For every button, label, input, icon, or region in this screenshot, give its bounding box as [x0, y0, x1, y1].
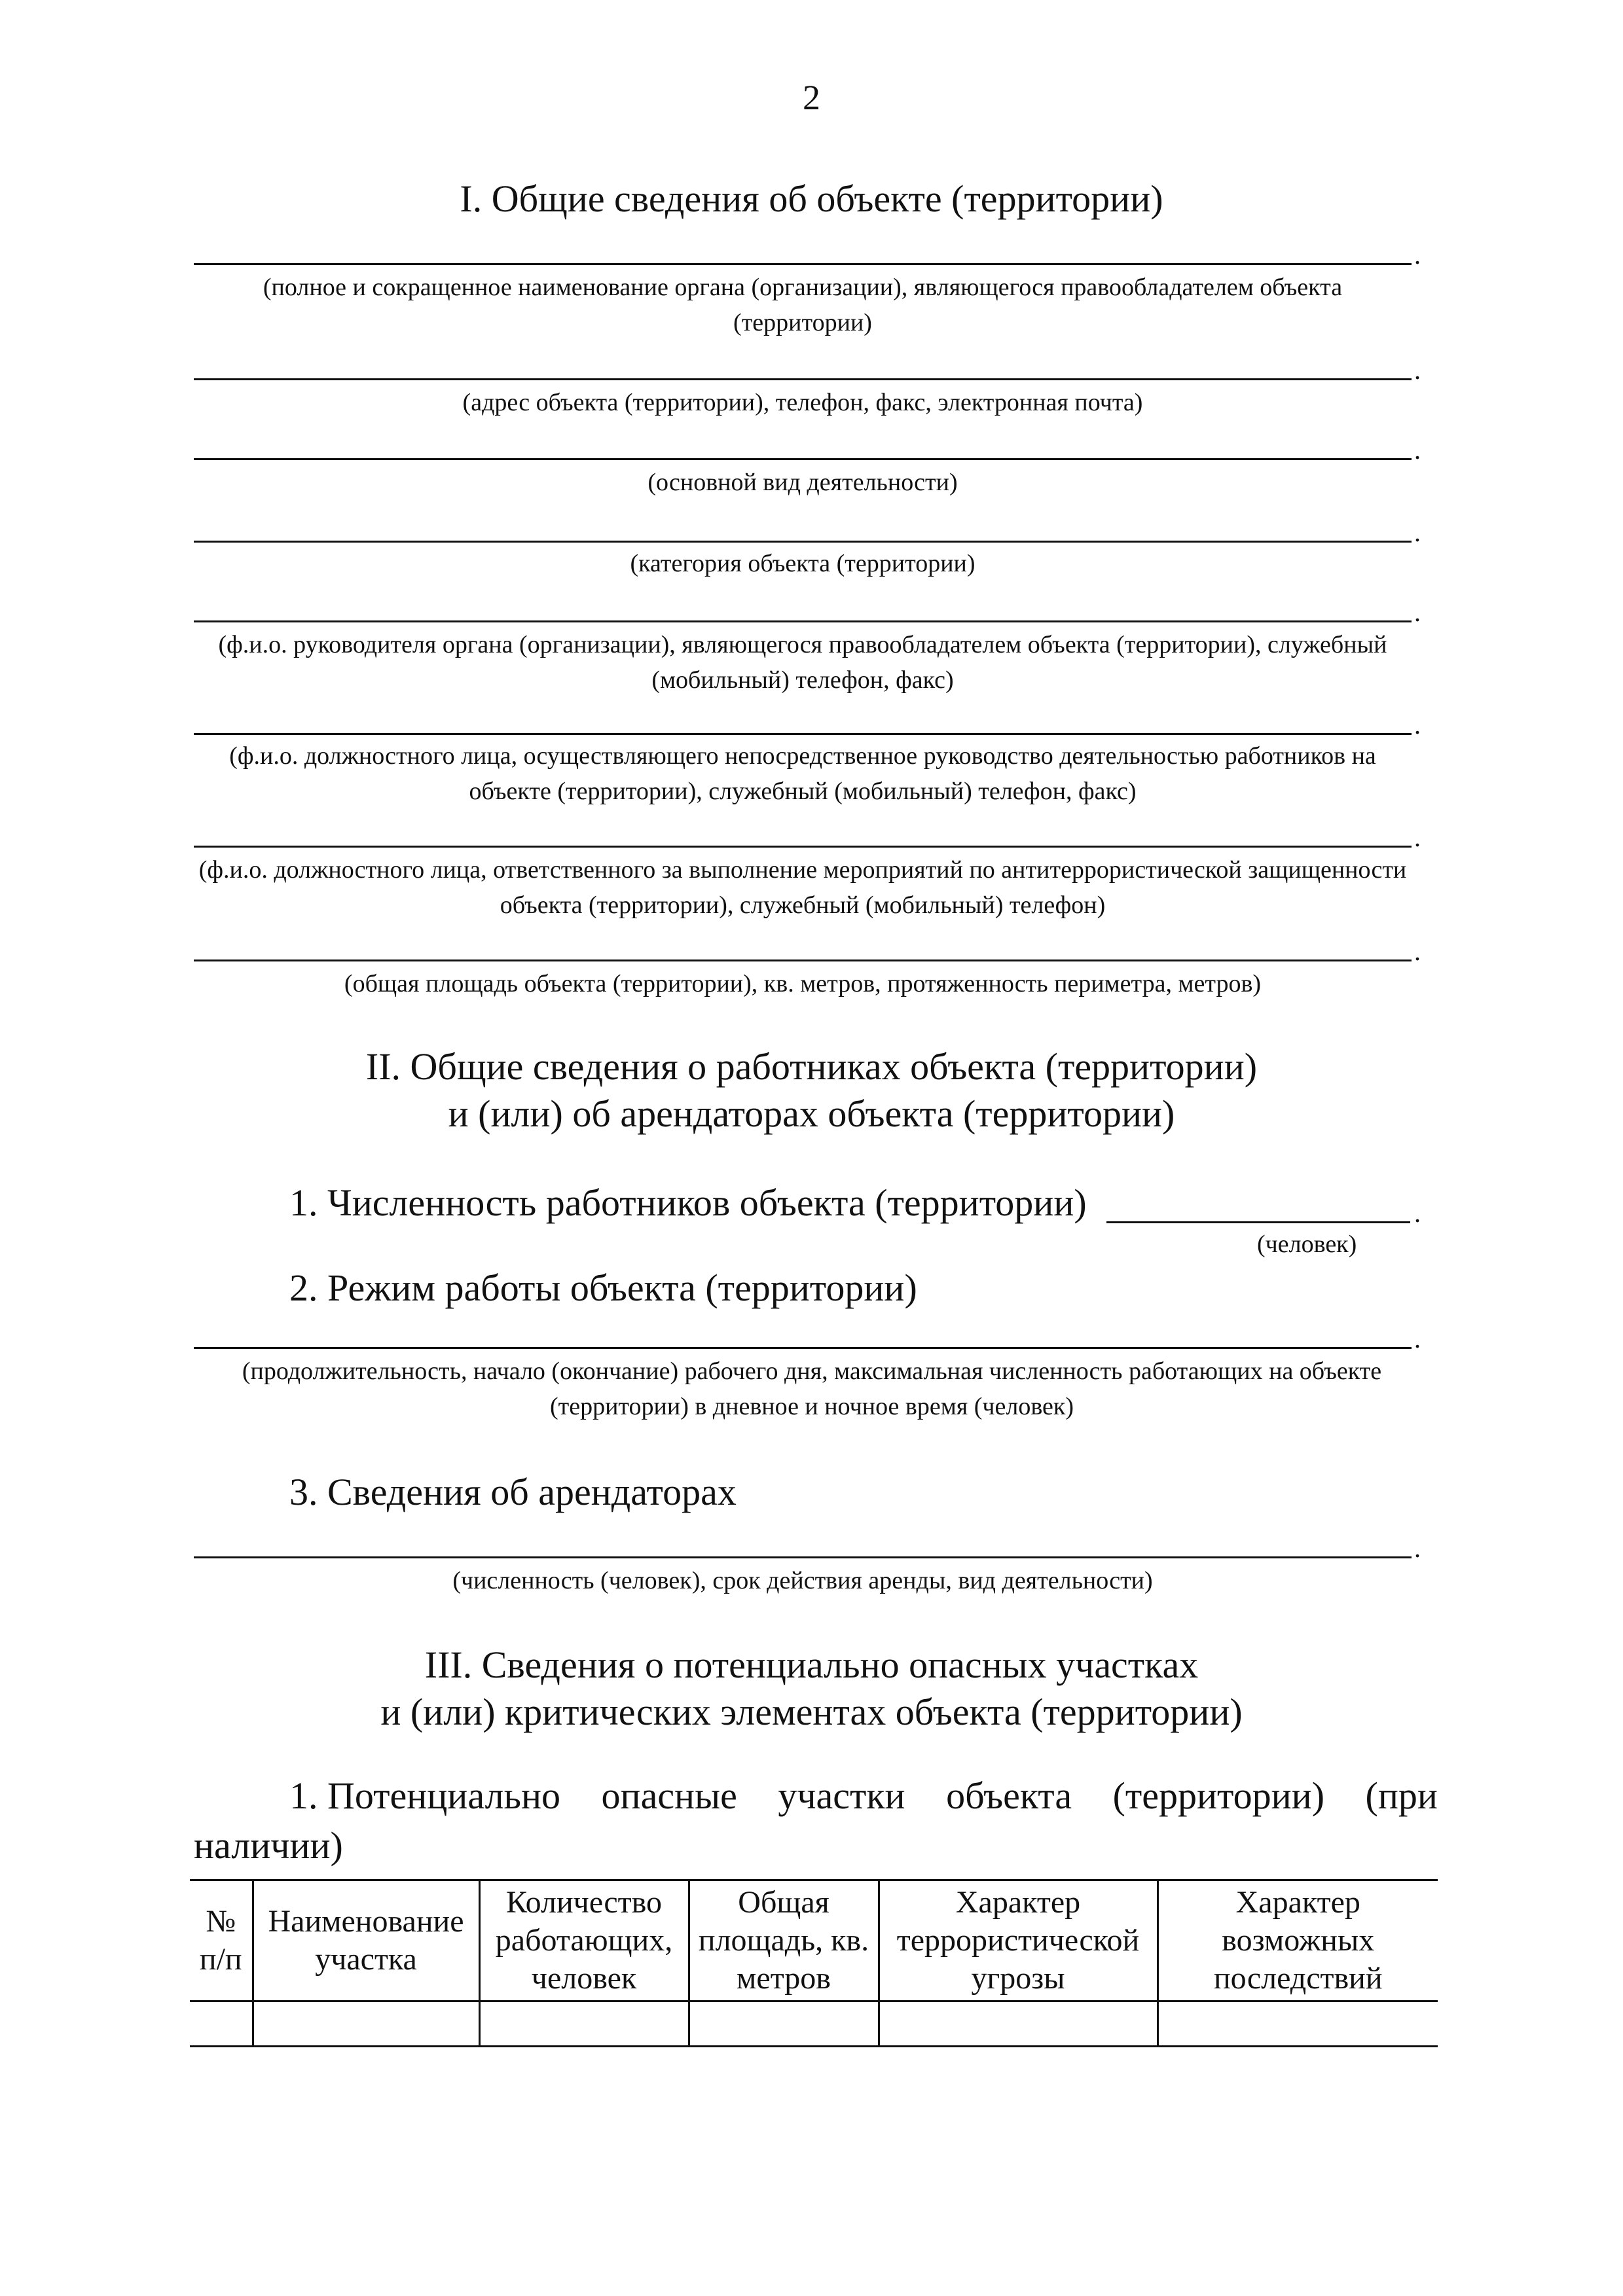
page-number: 2	[803, 78, 820, 117]
table-row	[190, 2001, 1438, 2047]
work-mode-label: 2. Режим работы объекта (территории)	[289, 1266, 917, 1309]
table-cell[interactable]	[1158, 2001, 1438, 2047]
caption-responsible: (ф.и.о. должностного лица, ответственного за выполнение мероприятий по антитеррористической защищенности объекта (территории), служебный (мобильный) телефон)	[198, 856, 1407, 919]
workers-count-input[interactable]	[1106, 1221, 1410, 1223]
intro-word: объекта	[946, 1774, 1072, 1817]
caption-area: (общая площадь объекта (территории), кв. метров, протяженность периметра, метров)	[344, 970, 1262, 997]
line-end-dot: .	[1414, 937, 1421, 966]
col-header-consequences: Характер возможных последствий	[1158, 1880, 1438, 2001]
table-cell[interactable]	[479, 2001, 689, 2047]
caption-category: (категория объекта (территории)	[630, 550, 976, 577]
caption-head: (ф.и.о. руководителя органа (организации), являющегося правообладателем объекта (территории), служебный (мобильный) телефон, факс)	[218, 631, 1387, 694]
line-end-dot: .	[1414, 1324, 1421, 1354]
table-cell[interactable]	[879, 2001, 1158, 2047]
dangerous-areas-intro	[194, 1771, 1438, 1871]
fill-line-activity[interactable]	[194, 458, 1412, 460]
line-end-dot: .	[1414, 1198, 1421, 1228]
caption-manager: (ф.и.о. должностного лица, осуществляющего непосредственное руководство деятельностью работников на объекте (территории), служебный (мобильный) телефон, факс)	[229, 742, 1376, 805]
col-header-name: Наименование участка	[253, 1880, 479, 2001]
table-cell[interactable]	[190, 2001, 253, 2047]
intro-line2: наличии)	[194, 1824, 343, 1867]
line-end-dot: .	[1414, 435, 1421, 465]
line-end-dot: .	[1414, 598, 1421, 627]
line-end-dot: .	[1414, 240, 1421, 270]
caption-tenants: (численность (человек), срок действия аренды, вид деятельности)	[452, 1567, 1153, 1594]
intro-word: опасные	[601, 1774, 737, 1817]
line-end-dot: .	[1414, 1534, 1421, 1563]
fill-line-owner[interactable]	[194, 263, 1412, 265]
fill-line-work-mode[interactable]	[194, 1347, 1412, 1349]
intro-word: участки	[778, 1774, 905, 1817]
fill-line-manager[interactable]	[194, 733, 1412, 735]
tenants-label: 3. Сведения об арендаторах	[289, 1471, 737, 1513]
section2-title-line1: II. Общие сведения о работниках объекта (территории)	[365, 1045, 1258, 1088]
line-end-dot: .	[1414, 518, 1421, 547]
col-header-threat: Характер террористической угрозы	[879, 1880, 1158, 2001]
caption-activity: (основной вид деятельности)	[647, 469, 958, 496]
table-cell[interactable]	[689, 2001, 879, 2047]
section1-title: I. Общие сведения об объекте (территории)	[460, 177, 1163, 220]
col-header-area: Общая площадь, кв. метров	[689, 1880, 879, 2001]
line-end-dot: .	[1414, 710, 1421, 740]
caption-work-mode: (продолжительность, начало (окончание) рабочего дня, максимальная численность работающих на объекте (территории) в дневное и ночное время (человек)	[242, 1357, 1382, 1420]
section2-title-line2: и (или) об арендаторах объекта (территории)	[448, 1092, 1175, 1135]
fill-line-area[interactable]	[194, 960, 1412, 961]
col-header-number: № п/п	[190, 1880, 253, 2001]
intro-word: (территории)	[1112, 1774, 1325, 1817]
dangerous-areas-table	[190, 1879, 1438, 2047]
line-end-dot: .	[1414, 823, 1421, 852]
intro-word: (при	[1365, 1774, 1438, 1817]
workers-count-label: 1. Численность работников объекта (территории)	[289, 1181, 1087, 1224]
section3-title-line2: и (или) критических элементах объекта (территории)	[380, 1691, 1243, 1733]
caption-people: (человек)	[1257, 1230, 1357, 1258]
fill-line-category[interactable]	[194, 541, 1412, 543]
table-cell[interactable]	[253, 2001, 479, 2047]
fill-line-address[interactable]	[194, 378, 1412, 380]
table-header-row	[190, 1880, 1438, 2001]
intro-word: 1. Потенциально	[289, 1774, 561, 1817]
caption-address: (адрес объекта (территории), телефон, факс, электронная почта)	[462, 389, 1143, 416]
line-end-dot: .	[1414, 355, 1421, 385]
fill-line-responsible[interactable]	[194, 846, 1412, 848]
fill-line-head[interactable]	[194, 620, 1412, 622]
fill-line-tenants[interactable]	[194, 1556, 1412, 1558]
caption-owner: (полное и сокращенное наименование органа (организации), являющегося правообладателем объекта (территории)	[263, 274, 1343, 336]
section3-title-line1: III. Сведения о потенциально опасных участках	[424, 1643, 1199, 1686]
col-header-workers: Количество работающих, человек	[479, 1880, 689, 2001]
